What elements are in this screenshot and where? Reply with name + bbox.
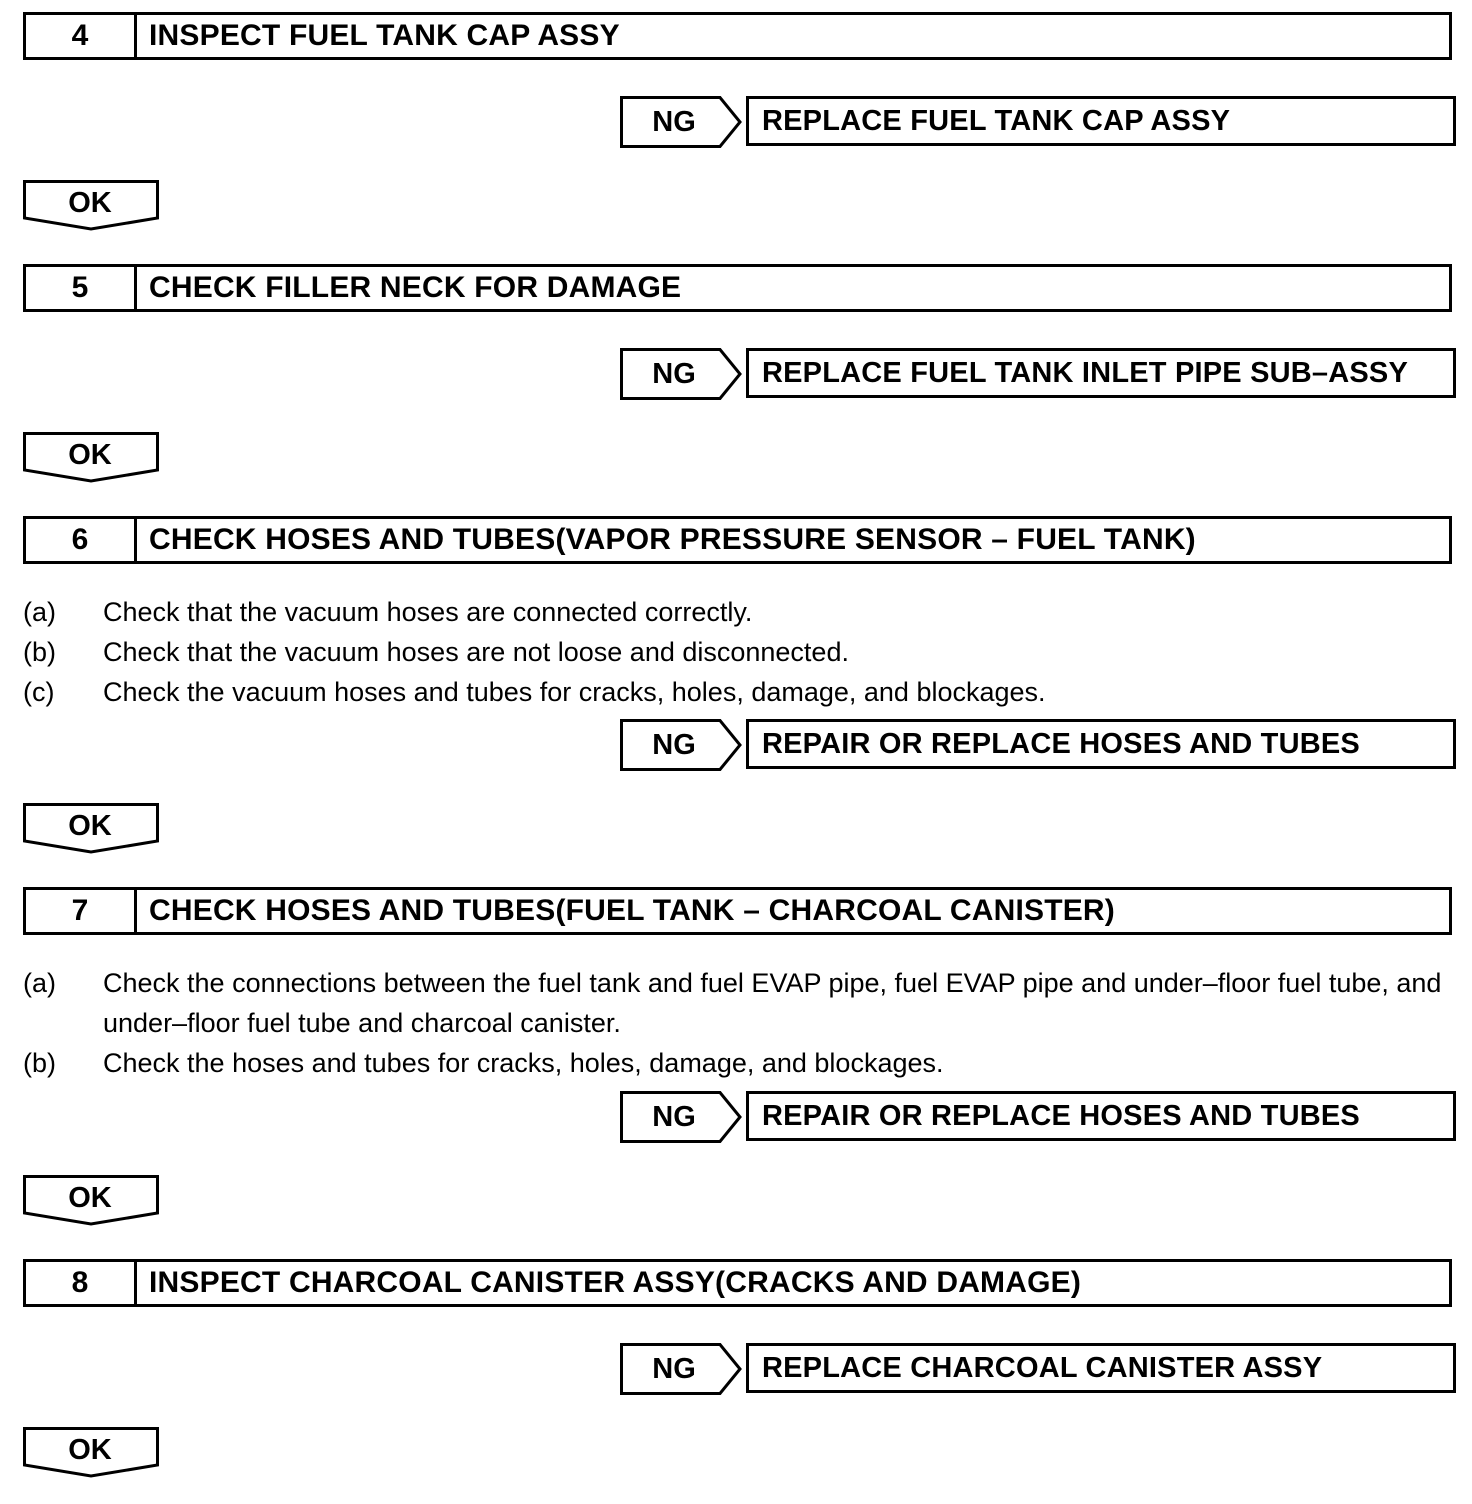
step-title: INSPECT FUEL TANK CAP ASSY — [149, 19, 620, 52]
step-6-item-b — [23, 632, 1458, 672]
step-6-item-c — [23, 672, 1458, 712]
ok-label: OK — [68, 1181, 112, 1214]
ok-label: OK — [68, 1433, 112, 1466]
ok-branch-step-8 — [23, 1427, 161, 1479]
step-number: 4 — [26, 15, 137, 57]
item-text: Check the hoses and tubes for cracks, holes, damage, and blockages. — [103, 1048, 944, 1078]
step-title: CHECK HOSES AND TUBES(FUEL TANK – CHARCOAL CANISTER) — [149, 894, 1115, 927]
ng-action: REPLACE FUEL TANK INLET PIPE SUB–ASSY — [746, 348, 1456, 398]
step-number: 6 — [26, 519, 137, 561]
step-8-header — [23, 1259, 1452, 1307]
step-6-header — [23, 516, 1452, 564]
step-5-header — [23, 264, 1452, 312]
ng-action: REPLACE CHARCOAL CANISTER ASSY — [746, 1343, 1456, 1393]
item-text: Check that the vacuum hoses are connected correctly. — [103, 597, 753, 627]
step-number: 5 — [26, 267, 137, 309]
step-4-header — [23, 12, 1452, 60]
item-key: (c) — [23, 677, 55, 707]
ng-label: NG — [652, 728, 696, 761]
ng-label: NG — [652, 1100, 696, 1133]
ng-branch-step-7 — [620, 1091, 1456, 1143]
ok-label: OK — [68, 809, 112, 842]
ng-action: REPAIR OR REPLACE HOSES AND TUBES — [746, 719, 1456, 769]
item-key: (a) — [23, 968, 56, 998]
ng-label: NG — [652, 357, 696, 390]
ng-branch-step-5 — [620, 348, 1456, 400]
ok-branch-step-6 — [23, 803, 161, 855]
ok-label: OK — [68, 438, 112, 471]
item-key: (b) — [23, 1048, 56, 1078]
step-6-item-a — [23, 592, 1458, 632]
ng-label: NG — [652, 1352, 696, 1385]
ok-branch-step-4 — [23, 180, 161, 232]
ok-branch-step-5 — [23, 432, 161, 484]
step-title: INSPECT CHARCOAL CANISTER ASSY(CRACKS AND DAMAGE) — [149, 1266, 1082, 1299]
step-7-item-b — [23, 1043, 1458, 1083]
item-key: (b) — [23, 637, 56, 667]
ng-action: REPAIR OR REPLACE HOSES AND TUBES — [746, 1091, 1456, 1141]
step-title: CHECK FILLER NECK FOR DAMAGE — [149, 271, 682, 304]
item-text: Check the vacuum hoses and tubes for cracks, holes, damage, and blockages. — [103, 677, 1046, 707]
step-7-item-a — [23, 963, 1458, 1043]
step-number: 7 — [26, 890, 137, 932]
item-text: Check that the vacuum hoses are not loose and disconnected. — [103, 637, 849, 667]
ng-action: REPLACE FUEL TANK CAP ASSY — [746, 96, 1456, 146]
item-key: (a) — [23, 597, 56, 627]
step-7-header — [23, 887, 1452, 935]
step-number: 8 — [26, 1262, 137, 1304]
ng-branch-step-8 — [620, 1343, 1456, 1395]
ok-label: OK — [68, 186, 112, 219]
ok-branch-step-7 — [23, 1175, 161, 1227]
step-title: CHECK HOSES AND TUBES(VAPOR PRESSURE SENSOR – FUEL TANK) — [149, 523, 1196, 556]
item-text: Check the connections between the fuel tank and fuel EVAP pipe, fuel EVAP pipe and under–floor fuel tube, and under–floor fuel tube and charcoal canister. — [103, 968, 1442, 1038]
ng-branch-step-6 — [620, 719, 1456, 771]
ng-branch-step-4 — [620, 96, 1456, 148]
ng-label: NG — [652, 105, 696, 138]
